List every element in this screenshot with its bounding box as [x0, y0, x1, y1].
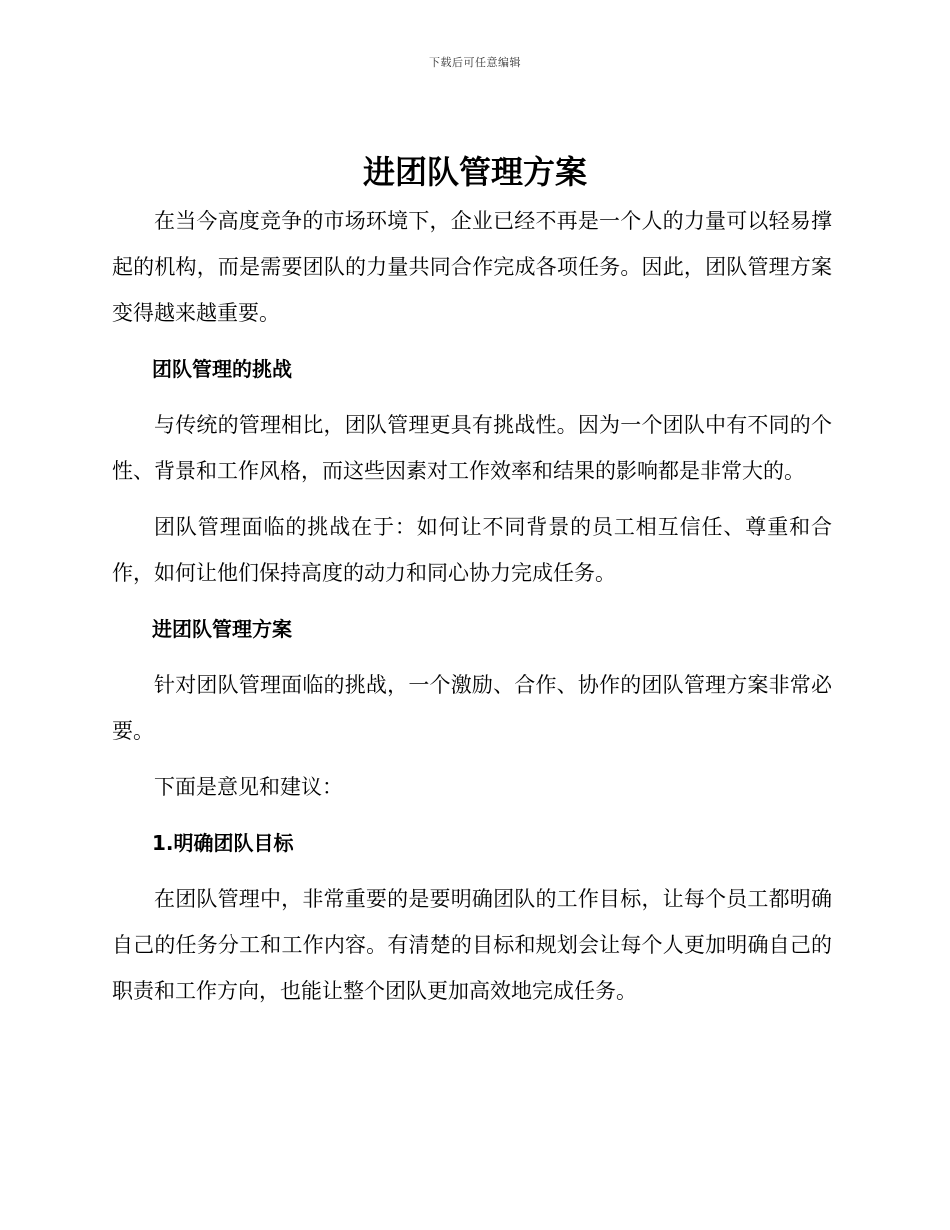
paragraph: 团队管理面临的挑战在于：如何让不同背景的员工相互信任、尊重和合作，如何让他们保持高度的动力和同心协力完成任务。	[112, 515, 832, 585]
intro-paragraph: 在当今高度竞争的市场环境下，企业已经不再是一个人的力量可以轻易撑起的机构，而是需要团队的力量共同合作完成各项任务。因此，团队管理方案变得越来越重要。	[112, 209, 832, 325]
section-heading-challenges: 团队管理的挑战	[152, 357, 292, 381]
paragraph: 与传统的管理相比，团队管理更具有挑战性。因为一个团队中有不同的个性、背景和工作风格，而这些因素对工作效率和结果的影响都是非常大的。	[112, 413, 832, 483]
paragraph: 针对团队管理面临的挑战，一个激励、合作、协作的团队管理方案非常必要。	[112, 673, 832, 743]
paragraph: 在团队管理中，非常重要的是要明确团队的工作目标，让每个员工都明确自己的任务分工和工作内容。有清楚的目标和规划会让每个人更加明确自己的职责和工作方向，也能让整个团队更加高效地完成任务。	[112, 887, 832, 1003]
document-body	[112, 198, 832, 1024]
page-header: 下载后可任意编辑	[429, 56, 521, 69]
section-heading-plan: 进团队管理方案	[152, 617, 292, 641]
document-title: 进团队管理方案	[362, 153, 587, 191]
paragraph: 下面是意见和建议：	[154, 775, 343, 799]
section-heading-goals: 1.明确团队目标	[152, 831, 294, 855]
